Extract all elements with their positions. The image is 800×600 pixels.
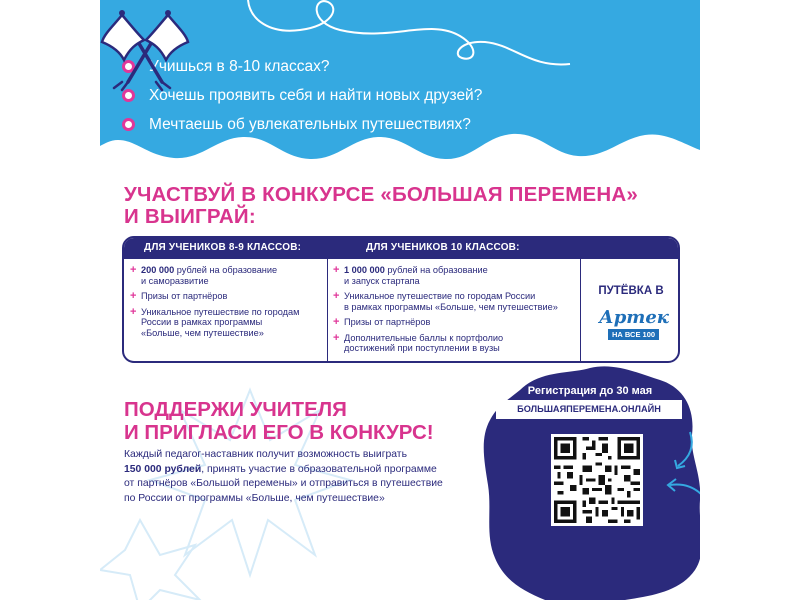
registration-deadline: Регистрация до 30 мая [527,385,653,397]
headline-line: УЧАСТВУЙ В КОНКУРСЕ «БОЛЬШАЯ ПЕРЕМЕНА» [124,183,638,206]
prizes-header [124,238,678,259]
prize-text: «Больше, чем путешествие» [141,327,264,338]
prize-item [333,291,579,312]
plus-icon: + [130,264,137,276]
teacher-prize-amount: 150 000 рублей [124,463,202,475]
prize-text: Дополнительные баллы к портфолио [344,332,504,343]
plus-icon: + [333,290,340,302]
artek-logo-text: Артек [599,307,669,328]
col2-header: ДЛЯ УЧЕНИКОВ 10 КЛАССОВ: [366,242,520,253]
prize-item [333,317,579,328]
plus-icon: + [333,316,340,328]
teacher-text [124,448,494,506]
plus-icon: + [130,305,137,318]
headline-line: ПОДДЕРЖИ УЧИТЕЛЯ [124,398,347,421]
teacher-headline [124,398,434,444]
teacher-text-line: от партнёров «Большой перемены» и отправиться в путешествие [124,478,443,490]
artek-prize [582,259,680,363]
prizes-col-10 [333,265,579,359]
prizes-col-8-9 [130,265,326,343]
intro-bullet [122,110,482,139]
prize-text: Призы от партнёров [344,317,431,327]
intro-bullet-text: Хочешь проявить себя и найти новых друзей? [149,86,483,104]
artek-logo [596,307,672,343]
artek-title: ПУТЁВКА В [598,285,664,297]
teacher-text-line: по России от программы «Больше, чем путешествие» [124,492,385,504]
prize-item [333,265,579,286]
prize-text: Уникальное путешествие по городам России [344,291,536,301]
teacher-text-line: Каждый педагог-наставник получит возможность выиграть [124,449,407,460]
headline-line: И ПРИГЛАСИ ЕГО В КОНКУРС! [124,421,434,444]
contest-headline [124,184,684,228]
prize-text: Призы от партнёров [141,291,228,301]
registration-url[interactable]: БОЛЬШАЯПЕРЕМЕНА.ОНЛАЙН [496,400,682,419]
prize-amount: 200 000 [141,265,175,275]
prize-text: рублей на образование [384,265,488,275]
prize-text: рублей на образование [174,265,278,275]
bullet-dot-icon [122,118,135,131]
arrow-icon [660,475,700,505]
top-banner [100,0,700,175]
prize-text: в рамках программы «Больше, чем путешествие» [344,301,558,312]
plus-icon: + [130,290,137,302]
plus-icon: + [333,331,340,344]
poster [100,0,700,600]
intro-bullet-text: Мечтаешь об увлекательных путешествиях? [149,115,471,133]
qr-code-icon[interactable] [551,434,643,526]
prizes-card [122,236,680,363]
prize-text: и саморазвитие [141,275,209,286]
plus-icon: + [333,264,340,276]
col1-header: ДЛЯ УЧЕНИКОВ 8-9 КЛАССОВ: [144,242,302,253]
artek-logo-sub: НА ВСЕ 100 [608,329,659,340]
prize-item [130,291,326,302]
prize-text: достижений при поступлении в вузы [344,343,500,353]
prize-text: России в рамках программы [141,317,263,327]
column-divider [327,259,328,363]
prize-text: и запуск стартапа [344,275,420,286]
prize-text: Уникальное путешествие по городам [141,306,300,317]
crossed-flags-icon [100,0,190,95]
prize-item [333,333,579,354]
intro-bullet-text: Учишься в 8-10 классах? [149,57,330,75]
teacher-text-line [124,463,494,478]
prize-amount: 1 000 000 [344,265,385,275]
prize-item [130,307,326,339]
column-divider [580,259,581,363]
registration-badge [480,360,700,600]
teacher-text-fragment: , принять участие в образовательной программе [201,463,437,475]
arrow-icon [670,430,700,475]
headline-line: И ВЫИГРАЙ: [124,205,256,228]
prize-item [130,265,326,286]
